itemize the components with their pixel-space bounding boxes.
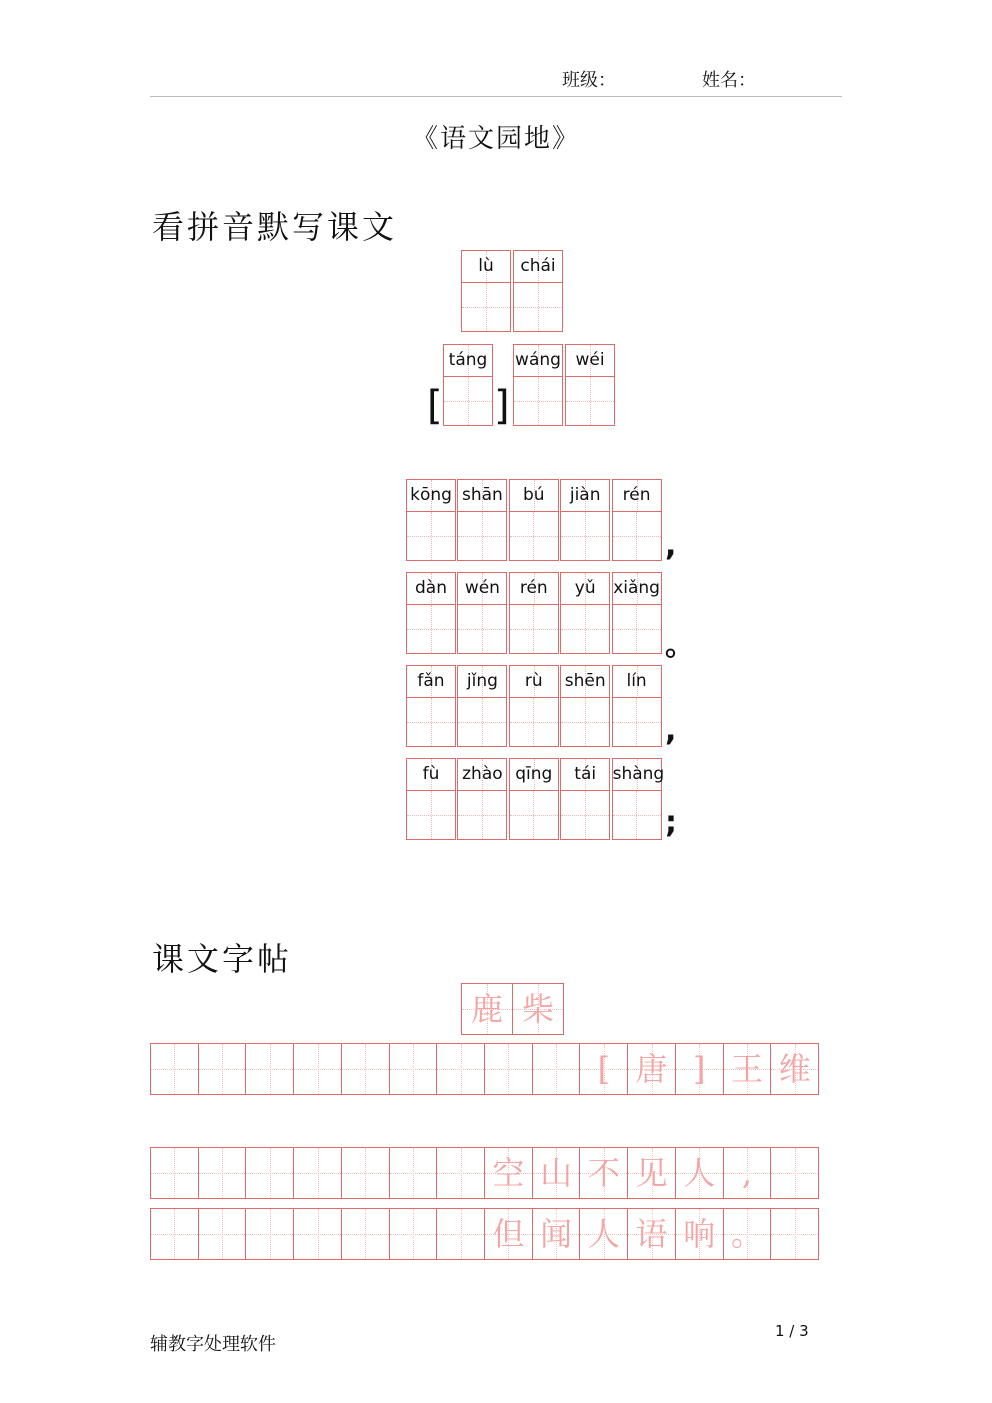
header-divider xyxy=(150,96,842,97)
pinyin-box[interactable] xyxy=(612,572,662,654)
copybook-cell[interactable]: [ xyxy=(579,1043,628,1095)
pinyin-text: fǎn xyxy=(417,671,445,691)
page-number: 1 / 3 xyxy=(775,1322,809,1340)
pinyin-text: wén xyxy=(464,578,500,598)
copybook-cell[interactable]: ] xyxy=(675,1043,724,1095)
copybook-cell[interactable]: 闻 xyxy=(532,1208,581,1260)
pinyin-box[interactable] xyxy=(612,665,662,747)
pinyin-text: rén xyxy=(622,485,651,505)
pinyin-box[interactable] xyxy=(509,572,559,654)
pinyin-text: qīng xyxy=(515,764,553,784)
pinyin-box[interactable] xyxy=(457,479,507,561)
footer-software-name: 辅教字处理软件 xyxy=(150,1334,276,1355)
pinyin-box[interactable] xyxy=(443,344,493,426)
copybook-cell[interactable] xyxy=(198,1043,247,1095)
copybook-cell[interactable] xyxy=(770,1147,819,1199)
line-punctuation: 。 xyxy=(665,628,695,663)
pinyin-box[interactable] xyxy=(406,758,456,840)
pinyin-box[interactable] xyxy=(509,758,559,840)
copybook-cell[interactable] xyxy=(245,1043,294,1095)
pinyin-text: yǔ xyxy=(574,578,596,598)
pinyin-text: shàng xyxy=(612,764,665,784)
section-heading-dictation: 看拼音默写课文 xyxy=(152,208,398,246)
pinyin-box[interactable] xyxy=(560,572,610,654)
copybook-cell[interactable]: 唐 xyxy=(627,1043,676,1095)
copybook-cell[interactable] xyxy=(389,1043,438,1095)
pinyin-box[interactable] xyxy=(612,479,662,561)
pinyin-text: táng xyxy=(448,350,488,370)
copybook-cell[interactable] xyxy=(436,1043,485,1095)
pinyin-text: bú xyxy=(523,485,545,505)
pinyin-text: zhào xyxy=(462,764,503,784)
pinyin-text: fù xyxy=(422,764,440,784)
pinyin-text: tái xyxy=(574,764,597,784)
pinyin-text: jǐng xyxy=(466,671,498,691)
copybook-cell[interactable] xyxy=(389,1208,438,1260)
copybook-cell[interactable] xyxy=(293,1147,342,1199)
copybook-cell[interactable] xyxy=(341,1043,390,1095)
copybook-cell[interactable] xyxy=(198,1208,247,1260)
copybook-cell[interactable]: 空 xyxy=(484,1147,533,1199)
open-bracket: [ xyxy=(427,383,443,429)
copybook-cell[interactable] xyxy=(293,1208,342,1260)
copybook-title-cell: 柴 xyxy=(512,983,564,1035)
pinyin-box[interactable] xyxy=(560,665,610,747)
pinyin-box[interactable] xyxy=(565,344,615,426)
copybook-cell[interactable] xyxy=(293,1043,342,1095)
section-heading-copybook: 课文字帖 xyxy=(152,940,293,978)
copybook-cell[interactable] xyxy=(389,1147,438,1199)
copybook-cell[interactable] xyxy=(341,1147,390,1199)
copybook-row xyxy=(150,1208,818,1260)
pinyin-box[interactable] xyxy=(513,250,563,332)
pinyin-box[interactable] xyxy=(509,479,559,561)
pinyin-box[interactable] xyxy=(560,758,610,840)
pinyin-text: wáng xyxy=(515,350,561,370)
pinyin-box[interactable] xyxy=(406,479,456,561)
copybook-title-cell: 鹿 xyxy=(461,983,513,1035)
copybook-cell[interactable] xyxy=(436,1208,485,1260)
line-punctuation: , xyxy=(665,713,677,748)
copybook-cell[interactable] xyxy=(245,1147,294,1199)
line-punctuation: , xyxy=(665,528,677,563)
pinyin-text: jiàn xyxy=(569,485,601,505)
pinyin-box[interactable] xyxy=(457,758,507,840)
copybook-row xyxy=(150,1147,818,1199)
pinyin-text: chái xyxy=(520,256,556,276)
copybook-cell[interactable] xyxy=(245,1208,294,1260)
copybook-cell[interactable] xyxy=(484,1043,533,1095)
pinyin-text: dàn xyxy=(415,578,447,598)
copybook-cell[interactable]: 语 xyxy=(627,1208,676,1260)
copybook-cell[interactable]: 人 xyxy=(675,1147,724,1199)
pinyin-box[interactable] xyxy=(560,479,610,561)
copybook-cell[interactable]: 维 xyxy=(770,1043,819,1095)
name-label: 姓名： xyxy=(702,70,756,91)
copybook-cell[interactable] xyxy=(150,1043,199,1095)
copybook-cell[interactable] xyxy=(150,1147,199,1199)
copybook-cell[interactable]: 王 xyxy=(723,1043,772,1095)
copybook-cell[interactable]: 不 xyxy=(579,1147,628,1199)
pinyin-box[interactable] xyxy=(406,665,456,747)
pinyin-box[interactable] xyxy=(612,758,665,840)
copybook-cell[interactable]: , xyxy=(723,1147,772,1199)
pinyin-text: lín xyxy=(626,671,647,691)
copybook-cell[interactable]: 山 xyxy=(532,1147,581,1199)
pinyin-text: kōng xyxy=(410,485,452,505)
copybook-cell[interactable] xyxy=(150,1208,199,1260)
copybook-cell[interactable]: 见 xyxy=(627,1147,676,1199)
close-bracket: ] xyxy=(494,383,510,429)
pinyin-text: shēn xyxy=(564,671,606,691)
pinyin-box[interactable] xyxy=(457,665,507,747)
pinyin-box[interactable] xyxy=(457,572,507,654)
copybook-cell[interactable]: 响 xyxy=(675,1208,724,1260)
pinyin-text: rén xyxy=(519,578,548,598)
pinyin-text: xiǎng xyxy=(613,578,660,598)
pinyin-box[interactable] xyxy=(406,572,456,654)
copybook-cell[interactable] xyxy=(532,1043,581,1095)
pinyin-text: lù xyxy=(478,256,494,276)
copybook-cell[interactable]: 人 xyxy=(579,1208,628,1260)
copybook-cell[interactable]: 。 xyxy=(723,1208,772,1260)
pinyin-box[interactable] xyxy=(509,665,559,747)
class-label: 班级： xyxy=(562,70,616,91)
copybook-cell[interactable] xyxy=(198,1147,247,1199)
copybook-row xyxy=(150,1043,818,1095)
pinyin-text: wéi xyxy=(575,350,605,370)
pinyin-text: rù xyxy=(524,671,543,691)
pinyin-text: shān xyxy=(461,485,503,505)
copybook-cell[interactable] xyxy=(770,1208,819,1260)
copybook-cell[interactable] xyxy=(436,1147,485,1199)
line-punctuation: ; xyxy=(665,805,677,840)
pinyin-box[interactable] xyxy=(513,344,563,426)
copybook-cell[interactable]: 但 xyxy=(484,1208,533,1260)
document-title: 《语文园地》 xyxy=(411,124,580,154)
pinyin-box[interactable] xyxy=(461,250,511,332)
copybook-cell[interactable] xyxy=(341,1208,390,1260)
